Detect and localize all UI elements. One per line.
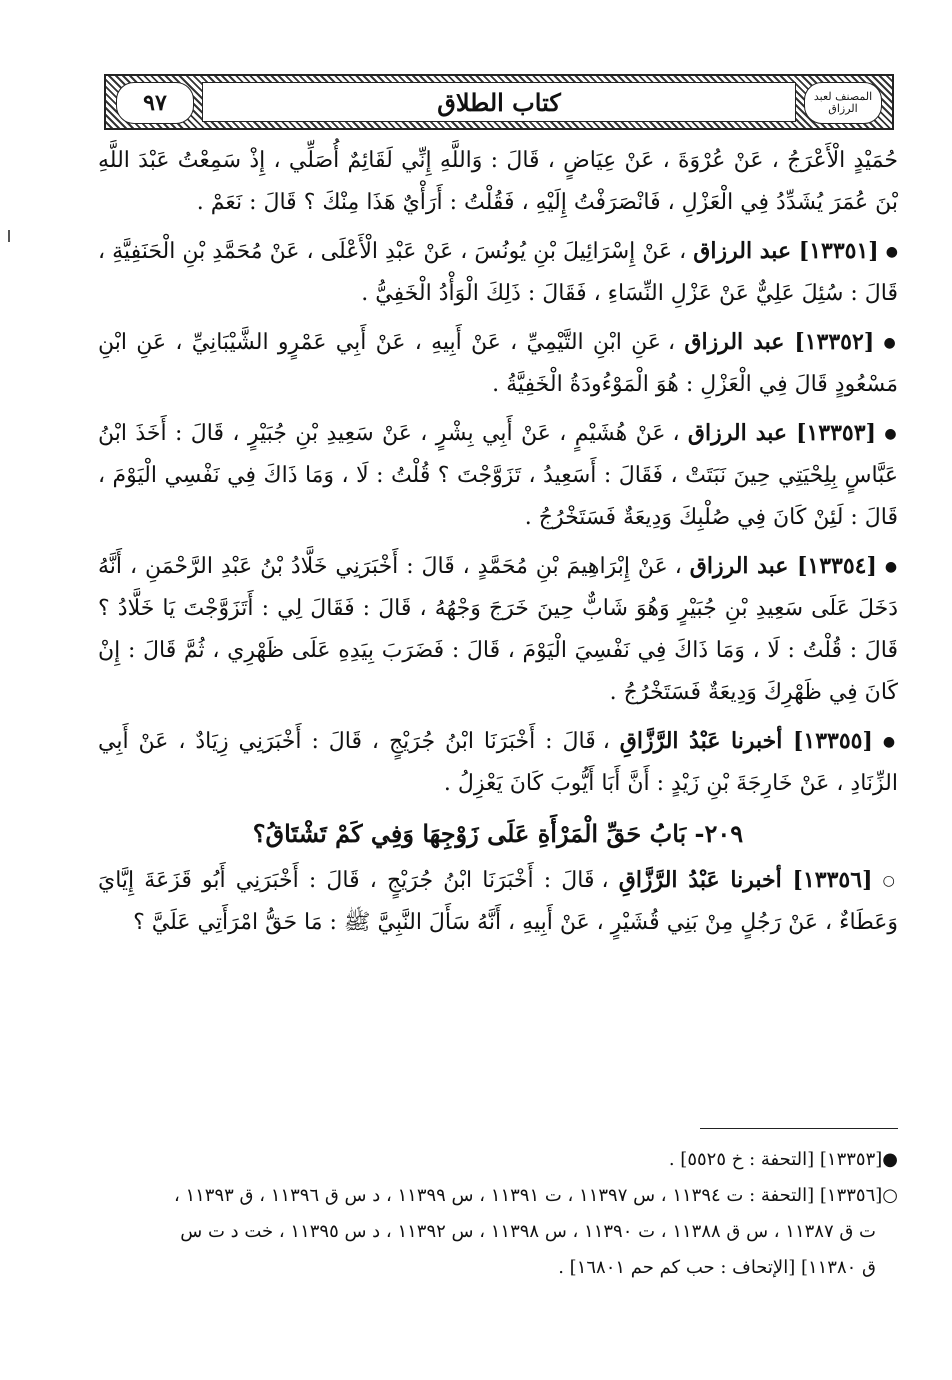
- chapter-heading: ٢٠٩- بَابُ حَقِّ الْمَرْأَةِ عَلَى زَوْجِهَا وَفِي كَمْ تَشْتَاقُ؟: [252, 819, 744, 848]
- bullet-marker: ○: [882, 873, 898, 889]
- hadith-text: ، عَنْ هُشَيْمٍ ، عَنْ أَبِي بِشْرٍ ، عَنْ سَعِيدِ بْنِ جُبَيْرٍ ، قَالَ : أَخَذَ ابْنُ عَبَّاسٍ بِلِحْيَتِي حِينَ نَبَتَتْ ، فَقَالَ : أَسَعِيدُ ، تَزَوَّجْتَ ؟ قُلْتُ : لَا ، وَمَا ذَاكَ فِي نَفْسِي الْيَوْمَ ، قَالَ : لَئِنْ كَانَ فِي صُلْبِكَ وَدِيعَةٌ فَسَتَخْرُجُ .: [98, 421, 898, 530]
- footnote-line: ○[١٣٣٥٦] [التحفة : ت ١١٣٩٤ ، س ١١٣٩٧ ، ت ١١٣٩١ ، س ١١٣٩٩ ، د س ق ١١٣٩٦ ، ق ١١٣٩٣ ،: [173, 1185, 898, 1206]
- margin-mark: [8, 230, 10, 242]
- footnote-divider: [700, 1128, 898, 1129]
- page-number: ٩٧: [116, 82, 194, 124]
- hadith-ref: [١٣٣٥٤] عبد الرزاق: [689, 553, 877, 579]
- bullet-marker: ●: [882, 734, 899, 750]
- hadith-paragraph: [98, 859, 898, 944]
- bullet-marker: ●: [884, 559, 898, 575]
- hadith-ref: [١٣٣٥٣] عبد الرزاق: [687, 420, 876, 446]
- bullet-marker: ●: [884, 426, 898, 442]
- footnote-line: ●[١٣٣٥٣] [التحفة : خ ٥٥٢٥] .: [668, 1149, 898, 1170]
- hadith-text: ، قَالَ : أَخْبَرَنَا ابْنُ جُرَيْجٍ ، قَالَ : أَخْبَرَنِي زِيَادٌ ، عَنْ أَبِي الزِّنَادِ ، عَنْ خَارِجَةَ بْنِ زَيْدٍ : أَنَّ أَبَا أَيُّوبَ كَانَ يَعْزِلُ .: [98, 729, 898, 796]
- hadith-paragraph: [98, 140, 898, 224]
- bullet-marker: ●: [883, 335, 898, 351]
- hadith-text: ، عَنْ إِبْرَاهِيمَ بْنِ مُحَمَّدٍ ، قَالَ : أَخْبَرَنِي خَلَّادُ بْنُ عَبْدِ الرَّحْمَنِ ، أَنَّهُ دَخَلَ عَلَى سَعِيدِ بْنِ جُبَيْرٍ وَهُوَ شَابٌّ حِينَ خَرَجَ وَجْهُهُ ، قَالَ : فَقَالَ لِي : أَتَزَوَّجْتَ يَا خَلَّادُ ؟ قَالَ : قُلْتُ : لَا ، وَمَا ذَاكَ فِي نَفْسِيَ الْيَوْمَ ، قَالَ : فَضَرَبَ بِيَدِهِ عَلَى ظَهْرِي ، ثُمَّ قَالَ : إِنْ كَانَ فِي ظَهْرِكَ وَدِيعَةٌ فَسَتَخْرُجُ .: [98, 554, 898, 705]
- main-text: [98, 140, 898, 950]
- hadith-text: ، قَالَ : أَخْبَرَنَا ابْنُ جُرَيْجٍ ، قَالَ : أَخْبَرَنِي أَبُو قَزَعَةَ إِيَّايَ وَعَطَاءٌ ، عَنْ رَجُلٍ مِنْ بَنِي قُشَيْرٍ ، عَنْ أَبِيهِ ، أَنَّهُ سَأَلَ النَّبِيَّ ﷺ : مَا حَقُّ امْرَأَتِي عَلَيَّ ؟: [98, 868, 898, 935]
- publisher-logo: المصنف لعبد الرزاق: [804, 82, 882, 124]
- footnote-line: ت ق ١١٣٨٧ ، س ق ١١٣٨٨ ، ت ١١٣٩٠ ، س ١١٣٩٨ ، س ١١٣٩٢ ، د س ١١٣٩٥ ، خت د ت س: [180, 1221, 876, 1242]
- hadith-text: ، عَنْ إِسْرَائِيلَ بْنِ يُونُسَ ، عَنْ عَبْدِ الْأَعْلَى ، عَنْ مُحَمَّدِ بْنِ الْحَنَفِيَّةِ ، قَالَ : سُئِلَ عَلِيٌّ عَنْ عَزْلِ النِّسَاءِ ، فَقَالَ : ذَلِكَ الْوَأْدُ الْخَفِيُّ .: [98, 239, 898, 306]
- hadith-paragraph: [98, 412, 898, 539]
- page-header: [104, 74, 894, 130]
- hadith-paragraph: [98, 321, 898, 406]
- hadith-ref: [١٣٣٥٥] أخبرنا عَبْدُ الرَّزَّاقِ: [619, 728, 873, 754]
- hadith-paragraph: [98, 545, 898, 714]
- footnote-line: ق ١١٣٨٠] [الإتحاف : حب كم حم ١٦٨٠١] .: [558, 1257, 876, 1278]
- header-title-frame: [202, 82, 796, 122]
- hadith-text: ، عَنِ ابْنِ التَّيْمِيِّ ، عَنْ أَبِيهِ ، عَنْ أَبِي عَمْرٍو الشَّيْبَانِيِّ ، عَنِ ابْنِ مَسْعُودٍ قَالَ فِي الْعَزْلِ : هُوَ الْمَوْءُودَةُ الْخَفِيَّةُ .: [98, 330, 898, 397]
- hadith-paragraph: [98, 230, 898, 315]
- hadith-ref: [١٣٣٥٢] عبد الرزاق: [684, 329, 875, 355]
- hadith-paragraph: [98, 720, 898, 805]
- hadith-ref: [١٣٣٥٦] أخبرنا عَبْدُ الرَّزَّاقِ: [618, 867, 873, 893]
- book-title: كتاب الطلاق: [437, 87, 561, 117]
- footnotes: [98, 1142, 898, 1286]
- hadith-text: حُمَيْدٍ الْأَعْرَجُ ، عَنْ عُرْوَةَ ، عَنْ عِيَاضٍ ، قَالَ : وَاللَّهِ إِنِّي لَقَائِمٌ أُصَلِّي ، إِذْ سَمِعْتُ عَبْدَ اللَّهِ بْنَ عُمَرَ يُشَدِّدُ فِي الْعَزْلِ ، فَانْصَرَفْتُ إِلَيْهِ ، فَقُلْتُ : أَرَأْيٌ هَذَا مِنْكَ ؟ قَالَ : نَعَمْ .: [98, 148, 898, 215]
- hadith-ref: [١٣٣٥١] عبد الرزاق: [693, 238, 879, 264]
- bullet-marker: ●: [885, 244, 899, 260]
